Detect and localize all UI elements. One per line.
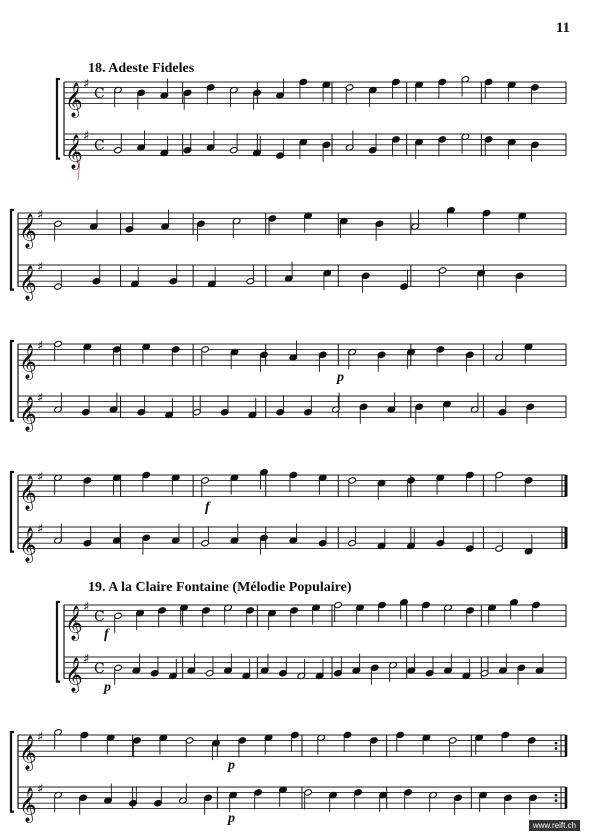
- sharp-key-signature-icon: ♯: [37, 339, 44, 354]
- system-bracket: [57, 79, 60, 159]
- system-bracket: [11, 732, 14, 812]
- piece-title-a-la-claire-fontaine: 19. A la Claire Fontaine (Mélodie Populaire): [88, 580, 352, 595]
- sharp-key-signature-icon: ♯: [83, 600, 90, 615]
- lower-staff: [18, 782, 566, 824]
- system-1: [57, 76, 566, 171]
- sharp-key-signature-icon: ♯: [37, 522, 44, 537]
- repeat-dot: [555, 799, 558, 802]
- system-2: [11, 207, 566, 302]
- system-5: [57, 599, 566, 694]
- lower-staff: [18, 260, 566, 302]
- dynamic-f-1: f: [205, 500, 210, 515]
- sharp-key-signature-icon: ♯: [37, 470, 44, 485]
- treble-clef-icon: 𝄞: [19, 527, 37, 563]
- lower-staff: [18, 391, 566, 433]
- upper-staff: [18, 207, 566, 250]
- repeat-dot: [555, 794, 558, 797]
- repeat-dot: [555, 747, 558, 750]
- treble-clef-icon: 𝄞: [19, 265, 37, 301]
- system-bracket: [57, 602, 60, 682]
- piece-title-adeste-fideles: 18. Adeste Fideles: [88, 61, 195, 76]
- system-6: [11, 729, 566, 824]
- dynamic-p-2: p: [104, 680, 111, 695]
- lower-staff: [18, 522, 566, 564]
- time-signature: C: [94, 661, 105, 678]
- treble-clef-icon: 𝄞: [19, 475, 37, 511]
- upper-staff: [18, 469, 566, 512]
- system-bracket: [11, 210, 14, 290]
- sharp-key-signature-icon: ♯: [37, 208, 44, 223]
- page-number: 11: [555, 20, 570, 36]
- dynamic-p-4: p: [228, 811, 235, 826]
- dynamic-p-3: p: [228, 758, 235, 773]
- treble-clef-icon: 𝄞: [65, 134, 83, 170]
- time-signature: C: [94, 609, 105, 626]
- treble-clef-icon: 𝄞: [19, 213, 37, 249]
- upper-staff: [64, 599, 566, 642]
- system-bracket: [11, 472, 14, 552]
- system-4: [11, 469, 566, 564]
- sharp-key-signature-icon: ♯: [37, 260, 44, 275]
- publisher-footer: www.reift.ch: [529, 820, 580, 831]
- sharp-key-signature-icon: ♯: [37, 730, 44, 745]
- lower-staff: [64, 129, 566, 171]
- treble-clef-icon: 𝄞: [19, 396, 37, 432]
- treble-clef-icon: 𝄞: [19, 344, 37, 380]
- sharp-key-signature-icon: ♯: [83, 77, 90, 92]
- upper-staff: [18, 339, 566, 381]
- sharp-key-signature-icon: ♯: [37, 391, 44, 406]
- sharp-key-signature-icon: ♯: [37, 782, 44, 797]
- sharp-key-signature-icon: ♯: [83, 129, 90, 144]
- treble-clef-icon: 𝄞: [65, 657, 83, 693]
- upper-staff: [18, 729, 566, 772]
- dynamic-f-2: f: [104, 627, 109, 642]
- treble-clef-icon: 𝄞: [65, 605, 83, 641]
- treble-clef-icon: 𝄞: [19, 787, 37, 823]
- upper-staff: [64, 76, 566, 119]
- time-signature: C: [94, 86, 105, 103]
- time-signature: C: [94, 138, 105, 155]
- repeat-dot: [555, 742, 558, 745]
- treble-clef-icon: 𝄞: [19, 735, 37, 771]
- treble-clef-icon: 𝄞: [65, 82, 83, 118]
- dynamic-p-1: p: [337, 370, 344, 385]
- sharp-key-signature-icon: ♯: [83, 652, 90, 667]
- lower-staff: [64, 652, 566, 694]
- system-3: [11, 339, 566, 433]
- system-bracket: [11, 341, 14, 421]
